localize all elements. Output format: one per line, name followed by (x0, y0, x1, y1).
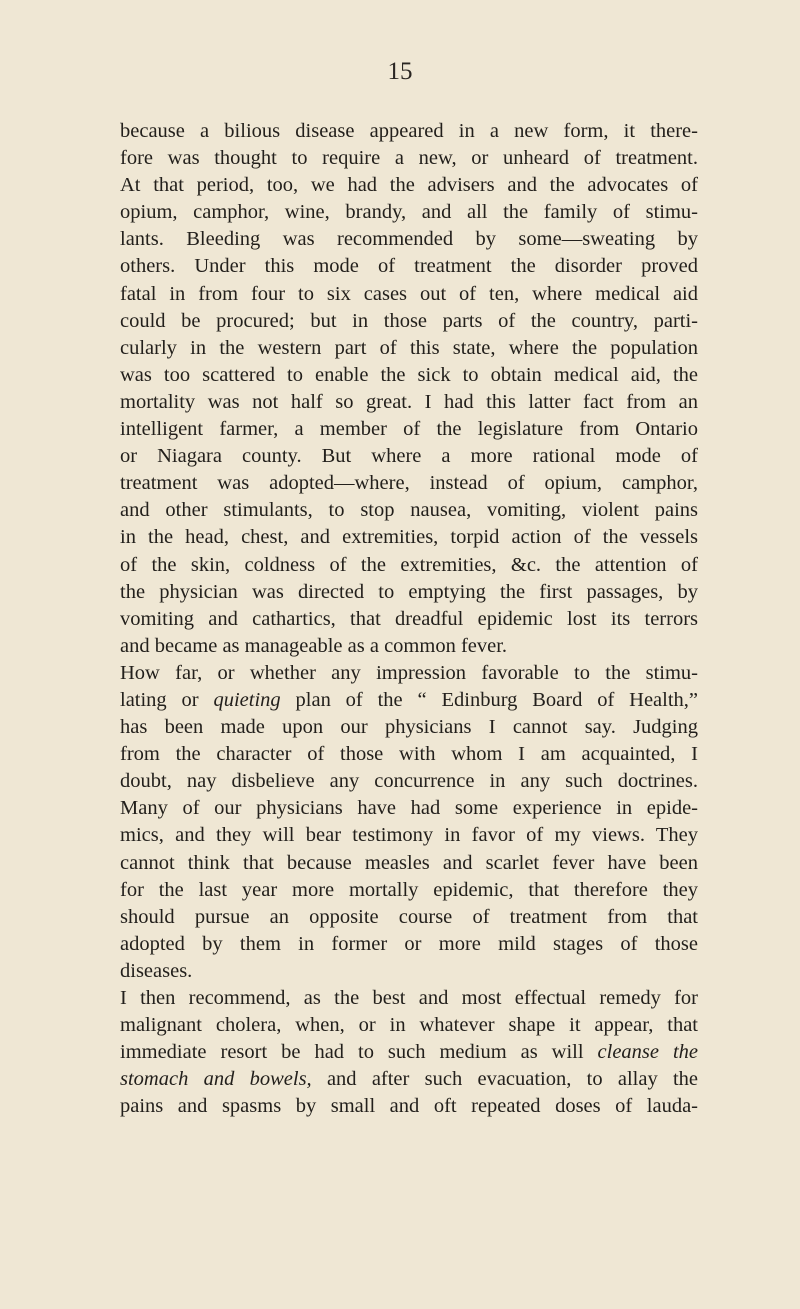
text-line: fatal in from four to six cases out of ten, where medical aid (120, 282, 698, 305)
text-line: mics, and they will bear testimony in favor of my views. They (120, 824, 698, 847)
italic-phrase: cleanse the (597, 1041, 699, 1064)
text-line: others. Under this mode of treatment the disorder proved (120, 255, 698, 278)
text-line: opium, camphor, wine, brandy, and all the family of stimu- (120, 201, 698, 224)
text-line: intelligent farmer, a member of the legislature from Ontario (120, 418, 698, 441)
text-line: because a bilious disease appeared in a new form, it there- (120, 120, 698, 142)
text-line: fore was thought to require a new, or unheard of treatment. (120, 147, 698, 170)
text-line: adopted by them in former or more mild stages of those (120, 932, 698, 955)
text-line: was too scattered to enable the sick to obtain medical aid, the (120, 363, 698, 386)
text-line: cularly in the western part of this state, where the population (120, 336, 698, 359)
text-segment: plan of the “ Edinburg Board of Health,” (295, 688, 699, 711)
text-line: I then recommend, as the best and most effectual remedy for (120, 987, 698, 1009)
text-line: At that period, too, we had the advisers and the advocates of (120, 174, 698, 197)
page-number: 15 (387, 58, 413, 85)
text-line: has been made upon our physicians I cannot say. Judging (120, 716, 698, 739)
text-line-mixed (120, 1066, 698, 1093)
body-text (120, 118, 698, 1120)
text-line: treatment was adopted—where, instead of opium, camphor, (120, 472, 698, 495)
text-line: and other stimulants, to stop nausea, vomiting, violent pains (120, 499, 698, 522)
text-line-mixed (120, 1039, 698, 1066)
text-line: could be procured; but in those parts of the country, parti- (120, 309, 698, 332)
text-segment: lating or (120, 688, 199, 711)
text-line: diseases. (120, 959, 193, 982)
text-line: Many of our physicians have had some experience in epide- (120, 797, 698, 820)
italic-phrase: stomach and bowels, (120, 1068, 312, 1091)
text-line: and became as manageable as a common fever. (120, 634, 508, 657)
text-segment: immediate resort be had to such medium as will (120, 1041, 584, 1064)
text-line: for the last year more mortally epidemic, that therefore they (120, 878, 698, 901)
text-line: lants. Bleeding was recommended by some—sweating by (120, 228, 698, 251)
text-line: malignant cholera, when, or in whatever shape it appear, that (120, 1014, 698, 1037)
text-line: mortality was not half so great. I had this latter fact from an (120, 390, 698, 413)
italic-phrase: quieting (213, 688, 281, 711)
text-line: or Niagara county. But where a more rational mode of (120, 445, 698, 468)
text-line: the physician was directed to emptying the first passages, by (120, 580, 698, 603)
text-line: cannot think that because measles and scarlet fever have been (120, 851, 698, 874)
text-segment: and after such evacuation, to allay the (326, 1068, 698, 1091)
text-line: in the head, chest, and extremities, torpid action of the vessels (120, 526, 698, 549)
text-line: should pursue an opposite course of treatment from that (120, 905, 698, 928)
text-line-mixed (120, 687, 698, 714)
text-line: from the character of those with whom I am acquainted, I (120, 743, 698, 766)
text-line: of the skin, coldness of the extremities, &c. the attention of (120, 553, 698, 576)
text-line: doubt, nay disbelieve any concurrence in any such doctrines. (120, 770, 698, 793)
text-line: pains and spasms by small and oft repeated doses of lauda- (120, 1095, 698, 1118)
text-line: How far, or whether any impression favorable to the stimu- (120, 661, 698, 684)
text-line: vomiting and cathartics, that dreadful epidemic lost its terrors (120, 607, 698, 630)
